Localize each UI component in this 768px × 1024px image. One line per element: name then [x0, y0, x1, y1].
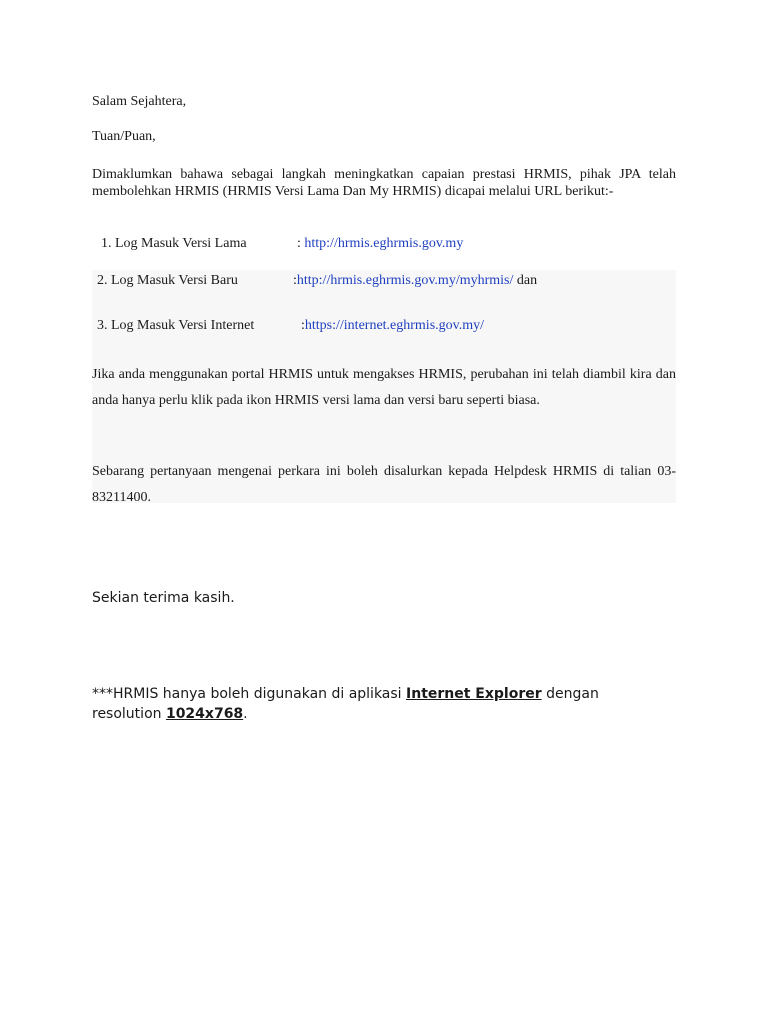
item-separator: : — [297, 236, 301, 251]
footnote-prefix: ***HRMIS hanya boleh digunakan di aplikasi — [92, 686, 407, 702]
item-suffix: dan — [513, 273, 538, 288]
resolution-value: 1024x768 — [165, 706, 244, 722]
list-item-versi-lama — [101, 236, 463, 252]
footnote-suffix: . — [243, 706, 248, 722]
item-separator: : — [293, 273, 297, 288]
greeting: Salam Sejahtera, — [92, 94, 187, 109]
browser-name: Internet Explorer — [406, 686, 542, 702]
item-separator: : — [301, 318, 305, 333]
footnote-middle: dengan resolution — [92, 686, 599, 722]
portal-note-paragraph: Jika anda menggunakan portal HRMIS untuk mengakses HRMIS, perubahan ini telah diambil kira dan anda hanya perlu klik pada ikon HRMIS versi lama dan versi baru seperti biasa. — [92, 367, 676, 408]
link-versi-baru[interactable]: http://hrmis.eghrmis.gov.my/myhrmis/ — [296, 273, 514, 288]
link-versi-lama[interactable]: http://hrmis.eghrmis.gov.my — [304, 236, 464, 251]
item-label: 3. Log Masuk Versi Internet — [97, 318, 255, 333]
helpdesk-paragraph: Sebarang pertanyaan mengenai perkara ini boleh disalurkan kepada Helpdesk HRMIS di talian 03-83211400. — [92, 464, 676, 505]
salutation: Tuan/Puan, — [92, 129, 156, 144]
closing-text: Sekian terima kasih. — [92, 590, 235, 606]
footnote — [92, 684, 652, 724]
list-item-versi-internet — [97, 318, 484, 334]
item-label: 1. Log Masuk Versi Lama — [101, 236, 247, 251]
list-item-versi-baru — [97, 273, 537, 289]
item-label: 2. Log Masuk Versi Baru — [97, 273, 238, 288]
intro-paragraph: Dimaklumkan bahawa sebagai langkah meningkatkan capaian prestasi HRMIS, pihak JPA telah membolehkan HRMIS (HRMIS Versi Lama Dan My HRMIS) dicapai melalui URL berikut:- — [92, 167, 676, 199]
link-versi-internet[interactable]: https://internet.eghrmis.gov.my/ — [304, 318, 485, 333]
